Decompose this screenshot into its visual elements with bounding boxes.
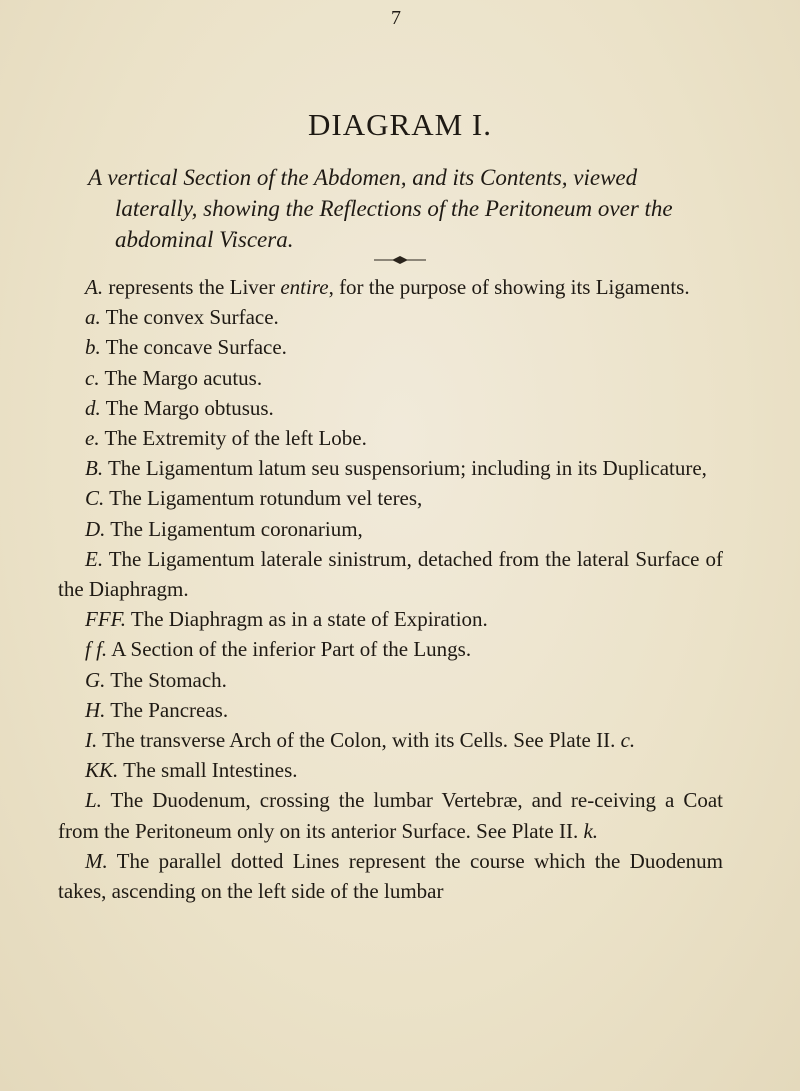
legend-entry [58,272,723,302]
ornament-divider [374,254,426,266]
legend-text: The concave Surface. [100,335,287,360]
legend-entry [58,302,723,332]
legend-entry [58,423,723,453]
legend-key: B. [85,456,104,481]
legend-key: d. [85,395,101,420]
legend-entry [58,846,723,906]
legend-key: f f. [85,637,108,662]
legend-text: The Stomach. [105,667,227,692]
legend-key: e. [85,426,100,451]
legend-key: E. [85,546,104,571]
legend-text: The Duodenum, crossing the lumbar Vertebræ, and re-ceiving a Coat from the Peritoneum only on its anterior Surface. See Plate II. [58,788,723,843]
legend-key: a. [85,305,101,330]
legend-text: A Section of the inferior Part of the Lungs. [107,637,472,662]
legend-text: The parallel dotted Lines represent the course which the Duodenum takes, ascending on the left side of the lumbar [58,848,723,904]
legend-text: The Margo obtusus. [100,395,274,420]
legend-text: The Ligamentum latum seu suspensorium; including in its Duplicature, [103,456,707,481]
legend-key: I. [85,728,98,753]
legend-entry [58,755,723,785]
legend-entry [58,393,723,423]
legend-entry [58,604,723,634]
legend-text: The Pancreas. [105,697,229,722]
legend-entry [58,665,723,695]
legend-entry [58,483,723,513]
legend-key: D. [85,516,106,541]
legend-text: , for the purpose of showing its Ligaments. [328,275,690,299]
legend-entry [58,544,723,604]
legend-key: C. [85,486,105,511]
legend-text: The Diaphragm as in a state of Expiration. [126,607,488,632]
legend-text: represents the Liver [103,275,281,299]
legend-text: The Ligamentum laterale sinistrum, detached from the lateral Surface of the Diaphragm. [58,546,723,602]
legend-entry [58,363,723,393]
legend-text: The convex Surface. [100,305,279,330]
legend-emphasis: c. [620,728,636,753]
legend-key: KK. [85,758,119,783]
legend-text: The Ligamentum rotundum vel teres, [104,486,423,511]
legend-entry [58,725,723,755]
legend-key: M. [85,848,108,873]
legend-key: c. [85,365,100,390]
legend-key: FFF. [85,607,127,632]
legend-key: G. [85,667,106,692]
legend-text: The Extremity of the left Lobe. [99,426,367,451]
legend-entry [58,785,723,845]
legend-emphasis: entire [280,275,329,299]
legend-text: The transverse Arch of the Colon, with its Cells. See Plate II. [97,728,621,753]
legend-key: H. [85,697,106,722]
legend-entry [58,514,723,544]
legend-entry [58,332,723,362]
legend-text: The Margo acutus. [99,365,263,390]
page-number: 7 [391,7,401,29]
diagram-heading: DIAGRAM I. [308,107,492,142]
legend-text: The small Intestines. [118,758,298,783]
diagram-subtitle: A vertical Section of the Abdomen, and its Contents, viewed laterally, showing the Reflections of the Peritoneum over the abdominal Viscera. [88,165,673,252]
legend-entry [58,453,723,483]
legend-key: L. [85,788,102,813]
legend-key: A. [85,275,104,299]
legend-text: The Ligamentum coronarium, [105,516,363,541]
legend-entry [58,634,723,664]
legend-emphasis: k. [583,818,599,843]
legend-body [58,272,723,906]
legend-entry [58,695,723,725]
legend-key: b. [85,335,101,360]
